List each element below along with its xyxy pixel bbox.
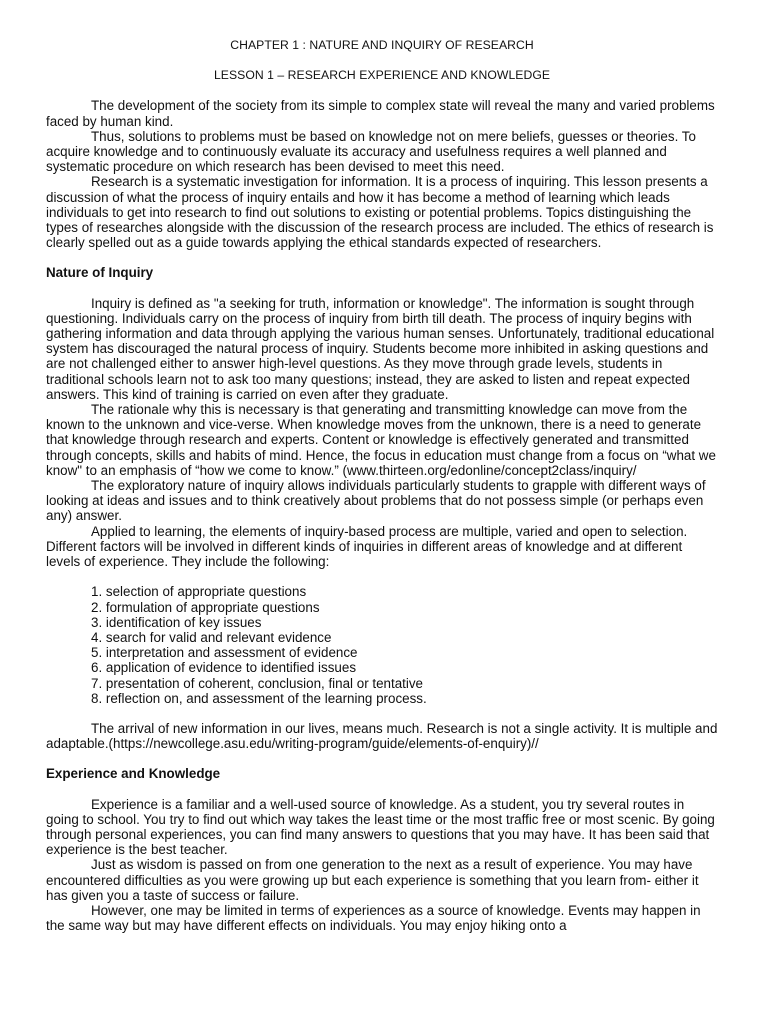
nature-paragraph: Applied to learning, the elements of inquiry-based process are multiple, varied and open to selection. Different factors will be involved in different kinds of inquiries in different areas of knowledge and at different levels of experience. They include the following: [46, 523, 688, 570]
list-item: 4. search for valid and relevant evidence [91, 629, 332, 645]
nature-closing-paragraph: The arrival of new information in our lives, means much. Research is not a single activity. It is multiple and adaptable.(https://newcollege.asu.edu/writing-program/guide/elements-of-enquiry)// [46, 720, 718, 752]
list-item: 8. reflection on, and assessment of the learning process. [91, 690, 427, 706]
lesson-title: LESSON 1 – RESEARCH EXPERIENCE AND KNOWLEDGE [213, 68, 551, 83]
list-item: 1. selection of appropriate questions [91, 584, 307, 600]
nature-paragraph: The rationale why this is necessary is that generating and transmitting knowledge can move from the known to the unknown and vice-verse. When knowledge moves from the unknown, there is a need to generate that knowledge through research and experts. Content or knowledge is effectively generated and transmitted through concepts, skills and habits of mind. Hence, the focus in education must change from a focus on “what we know" to an emphasis of “how we come to know.” (www.thirteen.org/edonline/concept2class/inquiry/ [46, 402, 716, 478]
list-item: 3. identification of key issues [91, 614, 262, 630]
list-item: 7. presentation of coherent, conclusion, final or tentative [91, 675, 423, 691]
inquiry-elements-list [91, 584, 718, 706]
chapter-title: CHAPTER 1 : NATURE AND INQUIRY OF RESEARCH [230, 38, 534, 52]
experience-paragraph: Just as wisdom is passed on from one generation to the next as a result of experience. You may have encountered difficulties as you were growing up but each experience is something that you learn from- either it has given you a taste of success or failure. [46, 857, 699, 903]
intro-paragraph: Thus, solutions to problems must be based on knowledge not on mere beliefs, guesses or theories. To acquire knowledge and to continuously evaluate its accuracy and usefulness requires a well planned and systematic procedure on which research has been devised to meet this need. [46, 128, 696, 175]
list-item: 2. formulation of appropriate questions [91, 599, 320, 615]
intro-paragraph: The development of the society from its simple to complex state will reveal the many and varied problems faced by human kind. [46, 98, 715, 129]
nature-paragraph: Inquiry is defined as "a seeking for truth, information or knowledge". The information is sought through questioning. Individuals carry on the process of inquiry from birth till death. The process of inquiry begins with gathering information and data through applying the various human senses. Unfortunately, traditional educational system has discouraged the natural process of inquiry. Students become more inhibited in asking questions and are not challenged either to answer high-level questions. As they move through grade levels, students in traditional schools learn not to ask too many questions; instead, they are asked to listen and repeat expected answers. This kind of training is carried on even after they graduate. [46, 295, 715, 402]
list-item: 6. application of evidence to identified issues [91, 660, 357, 676]
list-item: 5. interpretation and assessment of evidence [91, 645, 358, 661]
nature-paragraph: The exploratory nature of inquiry allows individuals particularly students to grapple with different ways of looking at ideas and issues and to think creatively about problems that do not possess simple (or perhaps even any) answer. [46, 478, 706, 524]
experience-paragraph: However, one may be limited in terms of experiences as a source of knowledge. Events may happen in the same way but may have different effects on individuals. You may enjoy hiking onto a [46, 902, 701, 934]
section-title-experience-and-knowledge: Experience and Knowledge [46, 766, 221, 782]
section-title-nature-of-inquiry: Nature of Inquiry [46, 265, 154, 281]
experience-paragraph: Experience is a familiar and a well-used source of knowledge. As a student, you try several routes in going to school. You try to find out which way takes the least time or the most traffic free or most scenic. By going through personal experiences, you can find many answers to questions that you may have. It has been said that experience is the best teacher. [46, 796, 715, 858]
intro-paragraph: Research is a systematic investigation for information. It is a process of inquiring. This lesson presents a discussion of what the process of inquiry entails and how it has become a method of learning which leads individuals to get into research to find out solutions to existing or potential problems. Topics distinguishing the types of researches alongside with the discussion of the research process are included. The ethics of research is clearly spelled out as a guide towards applying the ethical standards expected of researchers. [46, 174, 714, 251]
